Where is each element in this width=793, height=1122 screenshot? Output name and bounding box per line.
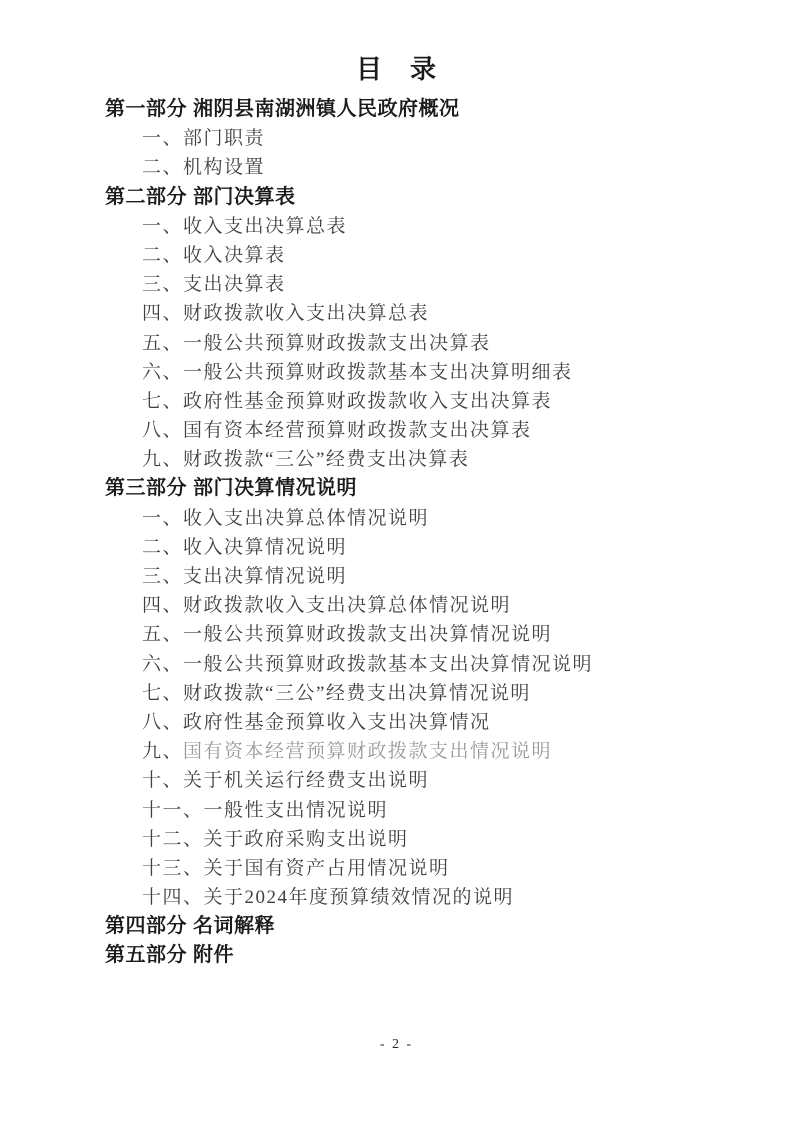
toc-item-text: 一般性支出情况说明 [203,799,389,821]
toc-item-number: 二、 [142,536,184,558]
toc-item-text: 一般公共预算财政拨款基本支出决算情况说明 [183,653,594,675]
toc-item-number: 十四、 [142,887,204,909]
toc-item [105,445,763,474]
toc-item-text: 政府性基金预算财政拨款收入支出决算表 [183,390,553,412]
toc-item-number: 八、 [142,420,184,442]
toc-item-text: 支出决算情况说明 [183,566,348,587]
toc-item-text: 收入支出决算总表 [183,215,348,237]
toc-item-text: 一般公共预算财政拨款支出决算表 [183,332,491,354]
toc-item [105,854,763,883]
toc-item-number: 五、 [142,332,184,354]
toc-item [105,416,763,445]
toc-item-text: 关于政府采购支出说明 [203,828,409,850]
toc-item [105,679,763,708]
toc-title: 目 录 [355,54,437,84]
toc-item-text: 关于国有资产占用情况说明 [203,857,450,879]
toc-item [105,650,763,679]
toc-item-number: 一、 [142,215,184,237]
toc-item-number: 二、 [142,157,184,179]
toc-item-number: 五、 [142,624,184,646]
toc-item [105,591,763,620]
toc-item-text: 收入决算情况说明 [183,536,348,558]
toc-item-number: 十一、 [142,799,204,821]
toc-item [105,504,763,533]
toc-item [105,212,763,241]
toc-item-number: 十、 [142,770,184,792]
toc-item-text: 关于2024年度预算绩效情况的说明 [203,887,515,909]
toc-item-text: 财政拨款收入支出决算总表 [183,303,430,325]
toc-item [105,387,763,416]
toc-item [105,620,763,649]
toc-item-number: 九、 [142,449,184,471]
toc-item-number: 十三、 [142,857,204,879]
page-number: - 2 - [379,1037,414,1052]
toc-item [105,796,763,825]
toc-item [105,766,763,795]
toc-section-heading: 第五部分 附件 [105,944,235,967]
toc-item-text: 部门职责 [183,128,266,150]
toc-item-text: 一般公共预算财政拨款基本支出决算明细表 [183,361,573,383]
toc-item-number: 三、 [142,566,184,587]
toc-item-number: 四、 [142,303,184,325]
toc-item-text: 关于机关运行经费支出说明 [183,770,430,792]
toc-item [105,241,763,270]
toc-item-text: 收入决算表 [183,244,286,266]
toc [105,95,763,971]
toc-item [105,358,763,387]
toc-section-heading: 第一部分 湘阴县南湖洲镇人民政府概况 [105,98,460,120]
toc-item [105,825,763,854]
toc-item-text: 财政拨款“三公”经费支出决算情况说明 [183,682,531,704]
toc-section-heading: 第三部分 部门决算情况说明 [105,477,358,500]
toc-item [105,562,763,591]
toc-item-number: 一、 [142,507,184,529]
toc-item-number: 六、 [142,361,184,383]
toc-item-text: 国有资本经营预算财政拨款支出情况说明 [183,741,553,763]
toc-section-heading: 第二部分 部门决算表 [105,185,296,208]
toc-item-number: 三、 [142,274,184,296]
toc-item-number: 二、 [142,244,184,266]
toc-item-number: 七、 [142,390,184,412]
toc-item [105,124,763,153]
toc-item [105,533,763,562]
toc-item-text: 一般公共预算财政拨款支出决算情况说明 [183,624,553,646]
toc-item [105,329,763,358]
toc-item-text: 财政拨款“三公”经费支出决算表 [183,449,470,471]
toc-item [105,883,763,912]
toc-item-text: 财政拨款收入支出决算总体情况说明 [183,595,512,617]
toc-item-number: 六、 [142,653,184,675]
toc-item [105,153,763,182]
toc-item [105,708,763,737]
toc-item-number: 九、 [142,741,184,763]
toc-item [105,270,763,299]
toc-item [105,737,763,766]
toc-item-number: 十二、 [142,828,204,850]
toc-item-number: 七、 [142,682,184,704]
toc-item-text: 机构设置 [183,157,266,179]
toc-item-text: 国有资本经营预算财政拨款支出决算表 [183,420,532,442]
toc-item-number: 四、 [142,595,184,617]
toc-item-text: 收入支出决算总体情况说明 [183,507,430,529]
toc-section-heading: 第四部分 名词解释 [105,915,276,938]
toc-item [105,299,763,328]
toc-item-number: 一、 [142,128,184,150]
toc-item-text: 政府性基金预算收入支出决算情况 [183,711,491,733]
toc-item-text: 支出决算表 [183,274,286,296]
toc-item-number: 八、 [142,711,184,733]
